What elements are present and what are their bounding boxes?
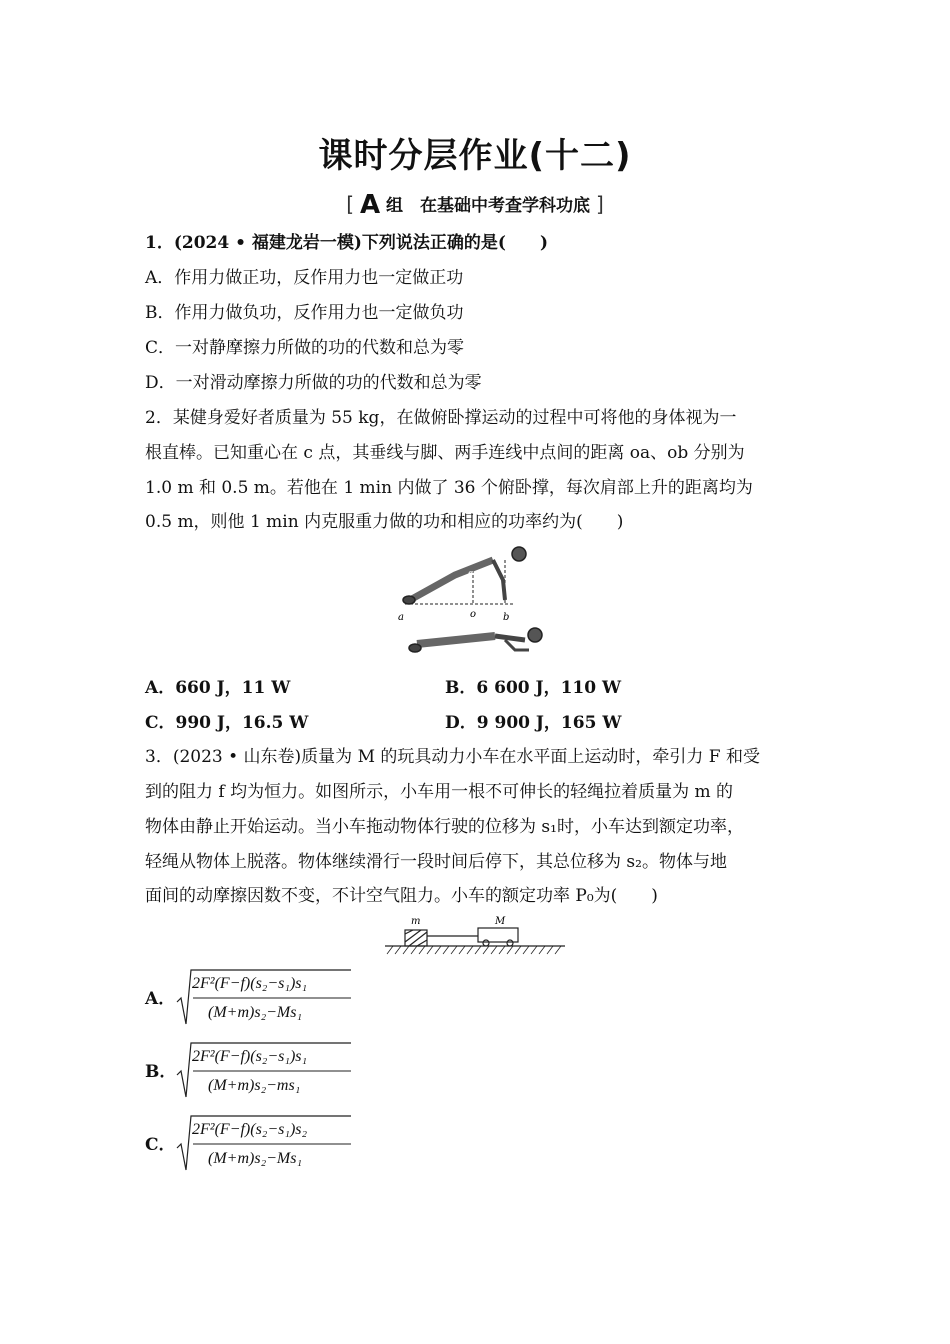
q2-option-c: C．990 J，16.5 W	[145, 713, 309, 733]
q1-stem: 1．(2024 • 福建龙岩一模)下列说法正确的是( )	[145, 233, 549, 253]
fig-label-M: M	[495, 916, 506, 927]
q3-line-2: 到的阻力 f 均为恒力。如图所示，小车用一根不可伸长的轻绳拉着质量为 m 的	[145, 782, 734, 802]
q1-option-b: B．作用力做负功，反作用力也一定做负功	[145, 303, 464, 323]
fig-label-m: m	[411, 916, 421, 927]
q1-option-a: A．作用力做正功，反作用力也一定做正功	[145, 268, 464, 288]
q3-option-a-numerator: 2F²(F−f)(s₂−s₁)s₁	[192, 975, 308, 992]
bracket-close: ]	[595, 192, 604, 216]
q2-option-d: D．9 900 J，165 W	[445, 713, 622, 733]
cart-figure	[383, 912, 568, 958]
bracket-open: [	[346, 192, 355, 216]
page-title: 课时分层作业(十二)	[318, 136, 632, 176]
q3-option-b-denominator: (M+m)s₂−ms₁	[208, 1077, 301, 1094]
q1-option-c: C．一对静摩擦力所做的功的代数和总为零	[145, 338, 465, 358]
q3-option-a-label: A．	[145, 989, 176, 1009]
q3-line-3: 物体由静止开始运动。当小车拖动物体行驶的位移为 s₁时，小车达到额定功率，	[145, 817, 744, 837]
fig-label-b: b	[503, 612, 510, 623]
q3-option-a-denominator: (M+m)s₂−Ms₁	[208, 1004, 303, 1021]
q3-option-c-numerator: 2F²(F−f)(s₂−s₁)s₂	[192, 1121, 308, 1138]
group-letter: A	[359, 190, 381, 220]
group-label: 组 在基础中考查学科功底	[386, 196, 591, 216]
q3-option-c-label: C．	[145, 1135, 176, 1155]
fig-label-c: c	[468, 569, 474, 579]
q2-option-b: B．6 600 J，110 W	[445, 678, 622, 698]
q2-line-2: 根直棒。已知重心在 c 点，其垂线与脚、两手连线中点间的距离 oa、ob 分别为	[145, 443, 745, 463]
q3-option-b-numerator: 2F²(F−f)(s₂−s₁)s₁	[192, 1048, 308, 1065]
q2-line-3: 1.0 m 和 0.5 m。若他在 1 min 内做了 36 个俯卧撑，每次肩部上升的距离均为	[145, 478, 753, 498]
q2-option-a: A．660 J，11 W	[145, 678, 291, 698]
q2-line-1: 2．某健身爱好者质量为 55 kg，在做俯卧撑运动的过程中可将他的身体视为一	[145, 408, 737, 428]
fig-label-o: o	[470, 609, 477, 620]
q3-line-5: 面间的动摩擦因数不变，不计空气阻力。小车的额定功率 P₀为( )	[145, 886, 658, 906]
q3-option-b-label: B．	[145, 1062, 177, 1082]
q3-option-c-denominator: (M+m)s₂−Ms₁	[208, 1150, 303, 1167]
fig-label-a: a	[398, 612, 404, 623]
q3-line-1: 3．(2023 • 山东卷)质量为 M 的玩具动力小车在水平面上运动时，牵引力 F 和受	[145, 747, 760, 767]
q1-option-d: D．一对滑动摩擦力所做的功的代数和总为零	[145, 373, 482, 393]
group-heading	[0, 190, 950, 220]
pushup-figure	[395, 540, 565, 665]
q3-line-4: 轻绳从物体上脱落。物体继续滑行一段时间后停下，其总位移为 s₂。物体与地	[145, 852, 727, 872]
q2-line-4: 0.5 m，则他 1 min 内克服重力做的功和相应的功率约为( )	[145, 512, 624, 532]
